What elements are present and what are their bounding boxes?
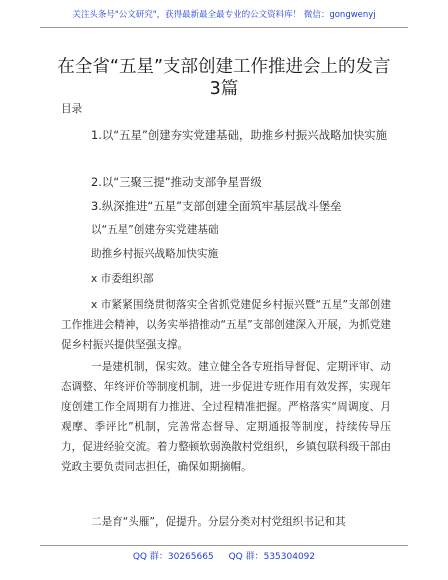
author: x 市委组织部	[91, 273, 154, 285]
toc-item-2[interactable]: 2.以“三聚三提”推动支部争星晋级	[91, 175, 262, 189]
footer	[0, 549, 448, 562]
toc-item-1[interactable]	[91, 125, 401, 145]
toc-item-1-text: 1.以“五星”创建夯实党建基础，助推乡村振兴战略加快实施	[91, 128, 388, 142]
title-line-1: 在全省“五星”支部创建工作推进会上的发言	[57, 57, 391, 77]
paragraph-1: x 市紧紧围绕贯彻落实全省抓党建促乡村振兴暨“五星”支部创建工作推进会精神，以务实举措推动“五星”支部创建深入开展，为抓党建促乡村振兴提供坚强支撑。	[61, 299, 391, 351]
document-title	[0, 56, 448, 100]
subtitle-1: 以“五星”创建夯实党建基础	[91, 224, 219, 236]
footer-qq-2: QQ 群：535304092	[228, 552, 316, 562]
toc-item-3[interactable]: 3.纵深推进“五星”支部创建全面筑牢基层战斗堡垒	[91, 199, 342, 213]
subtitle-2: 助推乡村振兴战略加快实施	[91, 248, 219, 260]
toc-label: 目录	[61, 103, 83, 115]
title-line-2: 3篇	[209, 79, 239, 99]
paragraph-3: 二是育“头雁”，促提升。分层分类对村党组织书记和其	[91, 516, 346, 528]
header-divider	[40, 27, 408, 28]
footer-divider	[40, 545, 408, 546]
footer-qq-1: QQ 群：30265665	[132, 552, 214, 562]
paragraph-2: 一是建机制，保实效。建立健全各专班指导督促、定期评审、动态调整、年终评价等制度机制，进一步促进专班作用有效发挥，实现年度创建工作全周期有力推进、全过程精准把握。严格落实“周调度、月观摩、季评比”机制，完善常态督导、定期通报等制度，持续传导压力，促进经验交流。着力整顿软弱涣散村党组织，乡镇包联科级干部由党政主要负责同志担任，确保如期摘帽。	[61, 361, 391, 473]
header-note: 关注头条号"公文研究"，获得最新最全最专业的公文资料库！ 微信：gongwenyj	[72, 10, 376, 20]
